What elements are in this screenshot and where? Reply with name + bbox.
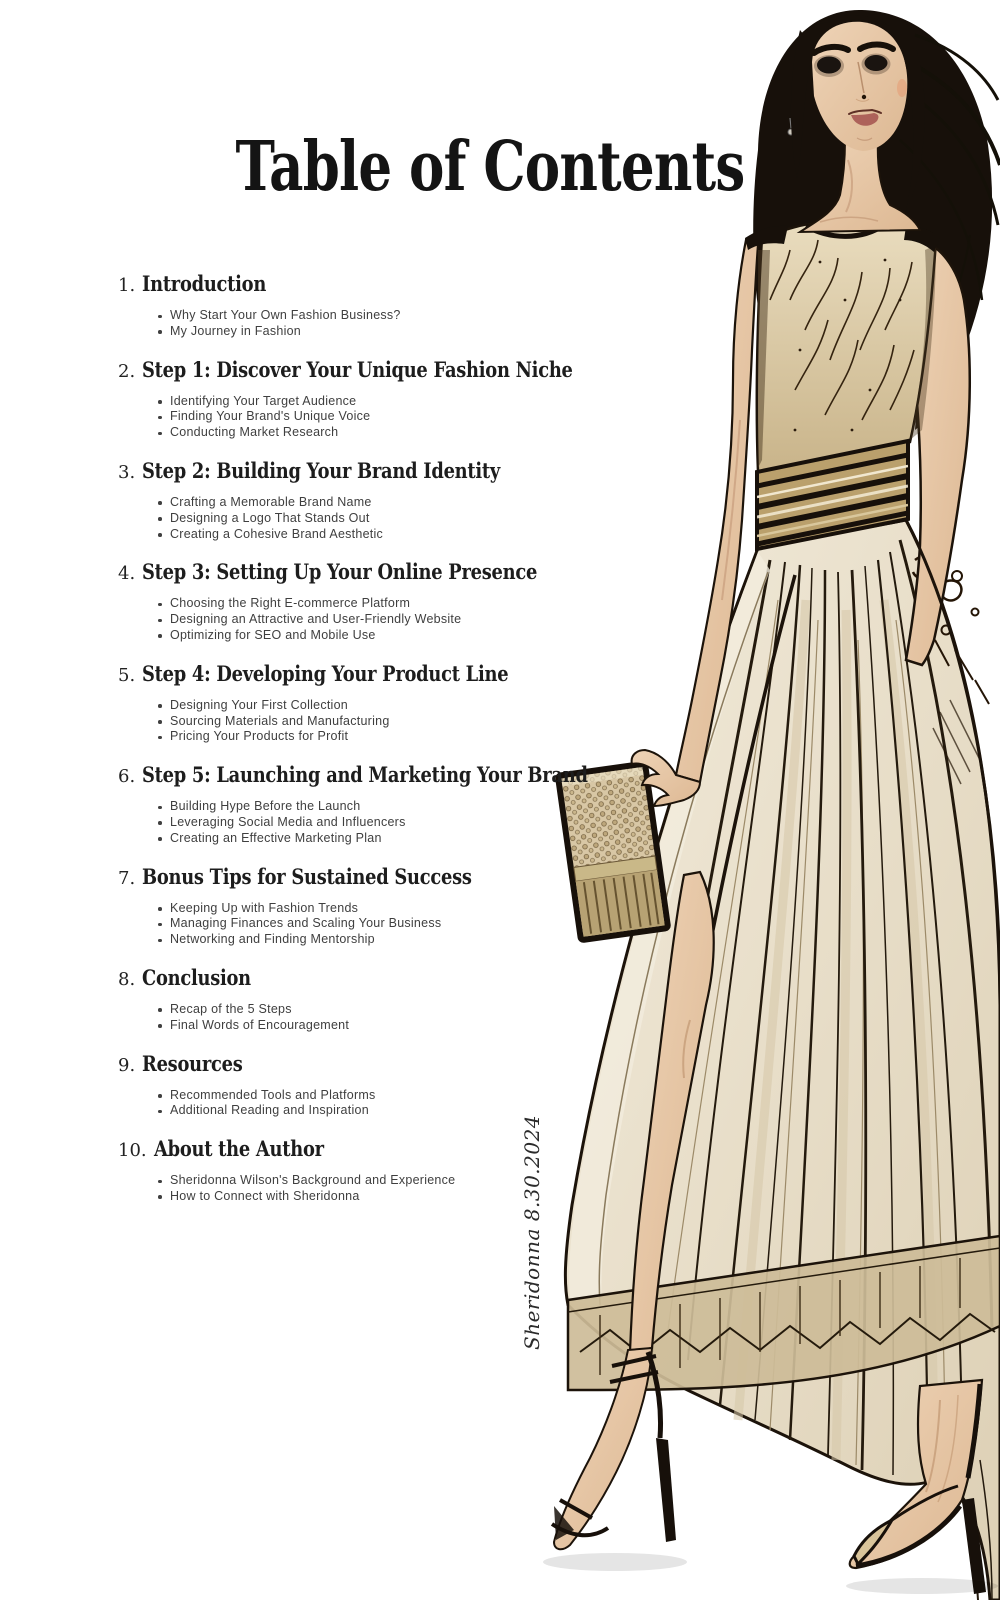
toc-item: Pricing Your Products for Profit [170,729,598,745]
toc-item: Creating an Effective Marketing Plan [170,831,598,847]
section-items [118,1002,598,1034]
toc-item: Crafting a Memorable Brand Name [170,495,598,511]
toc-section [118,457,598,542]
section-heading [118,761,598,791]
foot-shadow-left [543,1553,687,1571]
toc-item: Final Words of Encouragement [170,1018,598,1034]
section-title: Resources [142,1050,243,1076]
toc-item: Designing Your First Collection [170,698,598,714]
blush [897,79,907,97]
section-items [118,596,598,643]
toc-item: Sourcing Materials and Manufacturing [170,714,598,730]
section-number: 6. [118,766,136,788]
toc-section [118,270,598,340]
toc-item: Keeping Up with Fashion Trends [170,901,598,917]
toc-item: Identifying Your Target Audience [170,394,598,410]
toc-item: My Journey in Fashion [170,324,598,340]
toc-section [118,558,598,643]
foot-shadow-right [846,1578,998,1594]
section-title: Step 5: Launching and Marketing Your Brand [142,762,588,788]
toc-section [118,1050,598,1120]
section-items [118,698,598,745]
toc-item: Networking and Finding Mentorship [170,932,598,948]
section-heading [118,356,598,386]
toc-item: Why Start Your Own Fashion Business? [170,308,598,324]
signature-text: Sheridonna 8.30.2024 [520,1114,544,1350]
toc-item: Building Hype Before the Launch [170,799,598,815]
section-title: Step 3: Setting Up Your Online Presence [142,559,538,585]
section-items [118,308,598,340]
section-heading [118,964,598,994]
section-number: 4. [118,563,136,585]
section-title: Step 4: Developing Your Product Line [142,660,509,686]
toc-item: Leveraging Social Media and Influencers [170,815,598,831]
toc-section [118,660,598,745]
section-items [118,394,598,441]
toc-section [118,356,598,441]
toc-item: Sheridonna Wilson's Background and Experience [170,1173,598,1189]
fashion-illustration [540,0,1000,1600]
toc-item: Designing a Logo That Stands Out [170,511,598,527]
section-items [118,901,598,948]
section-number: 9. [118,1054,136,1076]
toc-item: Recap of the 5 Steps [170,1002,598,1018]
section-number: 5. [118,664,136,686]
section-number: 8. [118,968,136,990]
section-title: About the Author [153,1136,324,1162]
section-title: Step 2: Building Your Brand Identity [142,457,501,483]
toc-item: Conducting Market Research [170,425,598,441]
section-items [118,495,598,542]
section-heading [118,660,598,690]
toc-item: Creating a Cohesive Brand Aesthetic [170,527,598,543]
toc-item: Finding Your Brand's Unique Voice [170,409,598,425]
page-title: Table of Contents [235,126,745,207]
toc-item: Additional Reading and Inspiration [170,1103,598,1119]
section-heading [118,457,598,487]
section-title: Step 1: Discover Your Unique Fashion Niche [142,356,573,382]
section-heading [118,270,598,300]
toc-item: Choosing the Right E-commerce Platform [170,596,598,612]
section-number: 7. [118,867,136,889]
toc-section [118,761,598,846]
toc-item: Optimizing for SEO and Mobile Use [170,628,598,644]
toc-section [118,863,598,948]
section-heading [118,1050,598,1080]
toc-item: Managing Finances and Scaling Your Business [170,916,598,932]
section-title: Bonus Tips for Sustained Success [142,863,472,889]
toc-item: Designing an Attractive and User-Friendly Website [170,612,598,628]
dress-bodice [745,224,940,472]
toc-section [118,964,598,1034]
section-title: Introduction [142,271,267,296]
section-heading [118,558,598,588]
toc-item: Recommended Tools and Platforms [170,1088,598,1104]
section-number: 1. [118,275,136,296]
section-items [118,799,598,846]
section-heading [118,863,598,893]
section-title: Conclusion [142,964,252,990]
toc-item: How to Connect with Sheridonna [170,1189,598,1205]
section-number: 3. [118,461,136,483]
section-number: 2. [118,360,136,382]
table-of-contents [118,270,598,1221]
section-number: 10. [118,1140,147,1162]
